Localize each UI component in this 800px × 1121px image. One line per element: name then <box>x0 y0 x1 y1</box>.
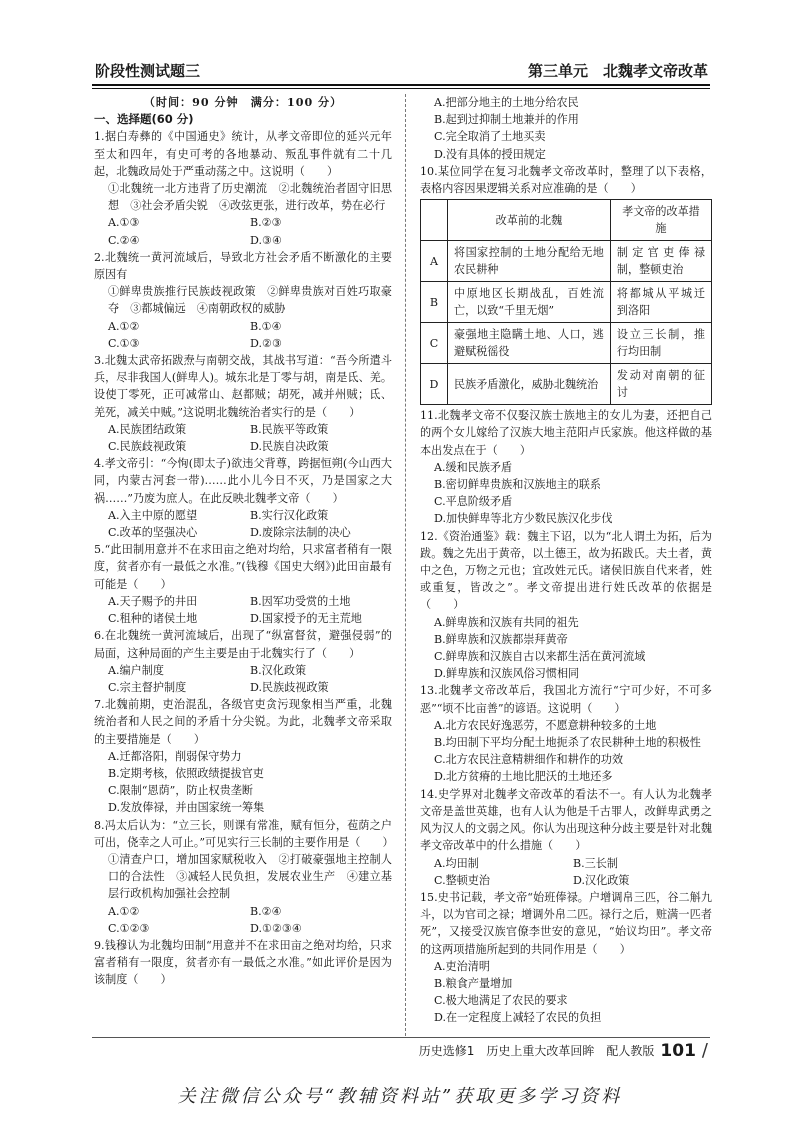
question-11 <box>420 407 712 527</box>
option-b[interactable]: B.实行汉化政策 <box>250 508 329 522</box>
option-a[interactable]: A.鲜卑族和汉族有共同的祖先 <box>434 615 579 629</box>
question-6 <box>94 627 392 696</box>
question-stem: 14.史学界对北魏孝文帝改革的看法不一。有人认为北魏孝文帝是盖世英雄，也有人认为他是千古罪人，改鲜卑武勇之风为汉人的文弱之风。你认为出现这种分歧主要是针对北魏孝文帝改革中的什么措施（ ） <box>420 787 712 853</box>
option-c[interactable]: C.限制“恩荫”，防止权贵垄断 <box>108 784 253 798</box>
option-c[interactable]: C.北方农民注意精耕细作和耕作的功效 <box>434 753 624 767</box>
option-b[interactable]: B.②④ <box>250 904 282 918</box>
option-c[interactable]: C.①③ <box>108 336 140 350</box>
option-b[interactable]: B.汉化政策 <box>250 663 307 677</box>
option-a[interactable]: A.缓和民族矛盾 <box>434 460 513 474</box>
question-9 <box>94 937 392 989</box>
option-c[interactable]: C.民族歧视政策 <box>108 440 187 454</box>
option-b[interactable]: B.三长制 <box>573 856 618 870</box>
question-12 <box>420 528 712 683</box>
slash-mark-icon: / <box>701 1040 708 1061</box>
option-c[interactable]: C.宗主督护制度 <box>108 680 187 694</box>
section-title: 一、选择题(60 分) <box>94 112 194 127</box>
option-d[interactable]: D.加快鲜卑等北方少数民族汉化步伐 <box>434 512 613 526</box>
question-statements: ①北魏统一北方违背了历史潮流 ②北魏统治者固守旧思想 ③社会矛盾尖锐 ④改弦更张，进行改革，势在必行 <box>108 182 392 213</box>
question-stem: 3.北魏太武帝拓跋焘与南朝交战，其战书写道：“吾今所遣斗兵，尽非我国人(鲜卑人)。城东北是丁零与胡，南是氐、羌。设使丁零死，正可减常山、赵都贼；胡死，减并州贼；氐、羌死，减关中贼。”这说明北魏统治者实行的是（ ） <box>94 354 392 419</box>
question-stem: 8.冯太后认为：“立三长，则课有常准，赋有恒分，苞荫之户可出，侥幸之人可止。”可见实行三长制的主要作用是（ ） <box>94 818 394 849</box>
option-a[interactable]: A.①③ <box>108 216 140 230</box>
question-stem: 4.孝文帝引：“今恂(即太子)欲违父背尊，跨据恒朔(今山西大同，内蒙古河套一带)……此小儿今日不灭，乃是国家之大祸……”乃废为庶人。在此反映北魏孝文帝（ ） <box>94 457 392 505</box>
option-d[interactable]: D.废除宗法制的决心 <box>250 526 351 540</box>
question-stem: 12.《资治通鉴》载：魏主下诏，以为“北人谓土为拓，后为跋。魏之先出于黄帝，以土德王，故为拓跋氏。夫土者，黄中之色，万物之元也；宜改姓元氏。诸侯旧族自代来者，姓或重复，皆改之”。孝文帝提出进行姓氏改革的依据是（ ） <box>420 529 712 612</box>
question-stem: 1.据白寿彝的《中国通史》统计，从孝文帝即位的延兴元年至太和四年，有史可考的各地暴动、叛乱事件就有二十几起，北魏政局处于严重动荡之中。这说明（ ） <box>94 130 392 178</box>
option-d[interactable]: D.北方贫瘠的土地比肥沃的土地还多 <box>434 770 613 784</box>
question-3 <box>94 352 392 455</box>
option-b[interactable]: B.①④ <box>250 319 282 333</box>
option-a[interactable]: A.①② <box>108 904 140 918</box>
cell-reform: 设立三长制，推行均田制 <box>610 323 711 364</box>
option-c[interactable]: C.鲜卑族和汉族自古以来都生活在黄河流域 <box>434 650 646 664</box>
question-statements: ①鲜卑贵族推行民族歧视政策 ②鲜卑贵族对百姓巧取豪夺 ③都城偏远 ④南朝政权的威胁 <box>108 285 392 316</box>
option-d[interactable]: D.民族自决政策 <box>250 440 329 454</box>
row-key: D <box>421 364 448 405</box>
cell-before: 中原地区长期战乱，百姓流亡，以致“千里无烟” <box>448 282 611 323</box>
question-2 <box>94 249 392 352</box>
header-rule <box>92 84 710 86</box>
option-c[interactable]: C.平息阶级矛盾 <box>434 495 513 509</box>
option-d[interactable]: D.在一定程度上减轻了农民的负担 <box>434 1011 602 1025</box>
option-a[interactable]: A.编户制度 <box>108 663 164 677</box>
row-key: B <box>421 282 448 323</box>
left-column <box>94 94 392 989</box>
question-stem: 10.某位同学在复习北魏孝文帝改革时，整理了以下表格，表格内容因果逻辑关系对应准确的是（ ） <box>420 164 712 196</box>
option-b[interactable]: B.起到过抑制土地兼并的作用 <box>434 113 579 127</box>
question-stem: 9.钱穆认为北魏均田制“用意并不在求田亩之绝对均给，只求富者稍有一限度，贫者亦有一最低之水准。”如此评价是因为该制度（ ） <box>94 938 392 987</box>
question-stem: 11.北魏孝文帝不仅娶汉族士族地主的女儿为妻，还把自己的两个女儿嫁给了汉族大地主范阳卢氏家族。他这样做的基本出发点在于（ ） <box>420 409 712 457</box>
option-b[interactable]: B.因军功受赏的土地 <box>250 594 351 608</box>
question-stem: 7.北魏前期，吏治混乱，各级官吏贪污现象相当严重，北魏统治者和人民之间的矛盾十分尖锐。为此，北魏孝文帝采取的主要措施是（ ） <box>94 698 392 746</box>
footer-rule <box>92 1037 710 1038</box>
option-b[interactable]: B.鲜卑族和汉族都崇拜黄帝 <box>434 632 568 646</box>
option-d[interactable]: D.鲜卑族和汉族风俗习惯相同 <box>434 667 580 681</box>
question-8 <box>94 817 392 937</box>
option-b[interactable]: B.②③ <box>250 216 282 230</box>
option-d[interactable]: D.民族歧视政策 <box>250 680 329 694</box>
option-a[interactable]: A.把部分地主的土地分给农民 <box>434 96 579 109</box>
option-d[interactable]: D.发放俸禄，并由国家统一筹集 <box>108 801 265 815</box>
option-a[interactable]: A.北方农民好逸恶劳，不愿意耕种较多的土地 <box>434 718 657 732</box>
cell-before: 将国家控制的土地分配给无地农民耕种 <box>448 241 611 282</box>
promo-handwritten-note: 关注微信公众号“教辅资料站”获取更多学习资料 <box>177 1086 623 1107</box>
question-10 <box>420 163 712 405</box>
question-stem: 13.北魏孝文帝改革后，我国北方流行“宁可少好，不可多恶”“顷不比亩善”的谚语。这说明（ ） <box>420 684 712 715</box>
question-5 <box>94 541 392 627</box>
option-d[interactable]: D.汉化政策 <box>573 873 630 887</box>
table-header: 孝文帝的改革措施 <box>610 200 711 241</box>
option-b[interactable]: B.民族平等政策 <box>250 422 329 436</box>
option-a[interactable]: A.吏治清明 <box>434 959 490 973</box>
option-c[interactable]: C.改革的坚强决心 <box>108 526 198 540</box>
option-b[interactable]: B.粮食产量增加 <box>434 976 513 990</box>
option-d[interactable]: D.①②③④ <box>250 921 302 935</box>
option-c[interactable]: C.租种的诸侯土地 <box>108 612 198 626</box>
page-number: 101 <box>660 1040 696 1061</box>
table-header: 改革前的北魏 <box>448 200 611 241</box>
option-a[interactable]: A.均田制 <box>434 856 479 870</box>
option-c[interactable]: C.完全取消了土地买卖 <box>434 130 546 144</box>
option-c[interactable]: C.极大地满足了农民的要求 <box>434 994 568 1008</box>
table-row[interactable] <box>421 364 712 405</box>
cell-reform: 发动对南朝的征讨 <box>610 364 711 405</box>
table-corner <box>421 200 448 241</box>
option-a[interactable]: A.迁都洛阳，削弱保守势力 <box>108 749 242 763</box>
cell-before: 民族矛盾激化，威胁北魏统治 <box>448 364 611 405</box>
option-d[interactable]: D.没有具体的授田规定 <box>434 147 546 161</box>
row-key: C <box>421 323 448 364</box>
question-9-options <box>420 94 712 163</box>
option-b[interactable]: B.均田制下平均分配土地扼杀了农民耕种土地的积极性 <box>434 736 701 750</box>
table-row[interactable] <box>421 323 712 364</box>
table-row[interactable] <box>421 241 712 282</box>
footer-book-title: 历史选修1 历史上重大改革回眸 配人教版 <box>418 1044 655 1058</box>
option-d[interactable]: D.③④ <box>250 233 282 247</box>
option-c[interactable]: C.整顿吏治 <box>434 873 490 887</box>
option-c[interactable]: C.①②③ <box>108 921 150 935</box>
option-b[interactable]: B.密切鲜卑贵族和汉族地主的联系 <box>434 478 601 492</box>
question-stem: 15.史书记载，孝文帝“始班俸禄。户增调帛三匹，谷二斛九斗，以为官司之禄；增调外帛二匹。禄行之后，赃满一匹者死”，又接受汉族官僚李世安的意见，“始议均田”。孝文帝的这两项措施所起到的共同作用是（ ） <box>420 890 712 956</box>
option-a[interactable]: A.①② <box>108 319 140 333</box>
header-right-title: 第三单元 北魏孝文帝改革 <box>527 62 708 80</box>
header-rule-thin <box>92 88 710 89</box>
table-row[interactable] <box>421 282 712 323</box>
question-13 <box>420 682 712 785</box>
question-stem: 2.北魏统一黄河流域后，导致北方社会矛盾不断激化的主要原因有 <box>94 250 392 282</box>
time-line: （时间：90 分钟 满分：100 分） <box>143 96 343 109</box>
question-stem: 6.在北魏统一黄河流域后，出现了“纵富督贫，避强侵弱”的局面，这种局面的产生主要是由于北魏实行了（ ） <box>94 629 392 660</box>
option-d[interactable]: D.②③ <box>250 336 282 350</box>
question-statements: ①清查户口，增加国家赋税收入 ②打破豪强地主控制人口的合法性 ③减轻人民负担，发展农业生产 ④建立基层行政机构加强社会控制 <box>108 852 392 901</box>
table-header-row <box>421 200 712 241</box>
option-c[interactable]: C.②④ <box>108 233 140 247</box>
option-b[interactable]: B.定期考核，依照政绩提拔官吏 <box>108 766 264 780</box>
question-14 <box>420 786 712 889</box>
question-7 <box>94 696 392 816</box>
option-a[interactable]: A.民族团结政策 <box>108 422 187 436</box>
option-d[interactable]: D.国家授予的无主荒地 <box>250 612 362 626</box>
right-column <box>420 94 712 1027</box>
header-left-title: 阶段性测试题三 <box>95 62 201 80</box>
question-15 <box>420 889 712 1027</box>
option-a[interactable]: A.入主中原的愿望 <box>108 508 198 522</box>
question-1 <box>94 128 392 248</box>
question-stem: 5.“此田制用意并不在求田亩之绝对均给，只求富者稍有一限度，贫者亦有一最低之水准。”(钱穆《国史大纲》)此田亩最有可能是（ ） <box>94 543 392 591</box>
option-a[interactable]: A.天子赐予的井田 <box>108 594 198 608</box>
cell-reform: 将都城从平城迁到洛阳 <box>610 282 711 323</box>
cell-before: 豪强地主隐瞒土地、人口，逃避赋税徭役 <box>448 323 611 364</box>
cell-reform: 制定官吏俸禄制，整顿吏治 <box>610 241 711 282</box>
footer <box>419 1040 708 1061</box>
reform-table <box>420 199 712 405</box>
question-4 <box>94 455 392 541</box>
row-key: A <box>421 241 448 282</box>
column-divider <box>405 94 406 1036</box>
